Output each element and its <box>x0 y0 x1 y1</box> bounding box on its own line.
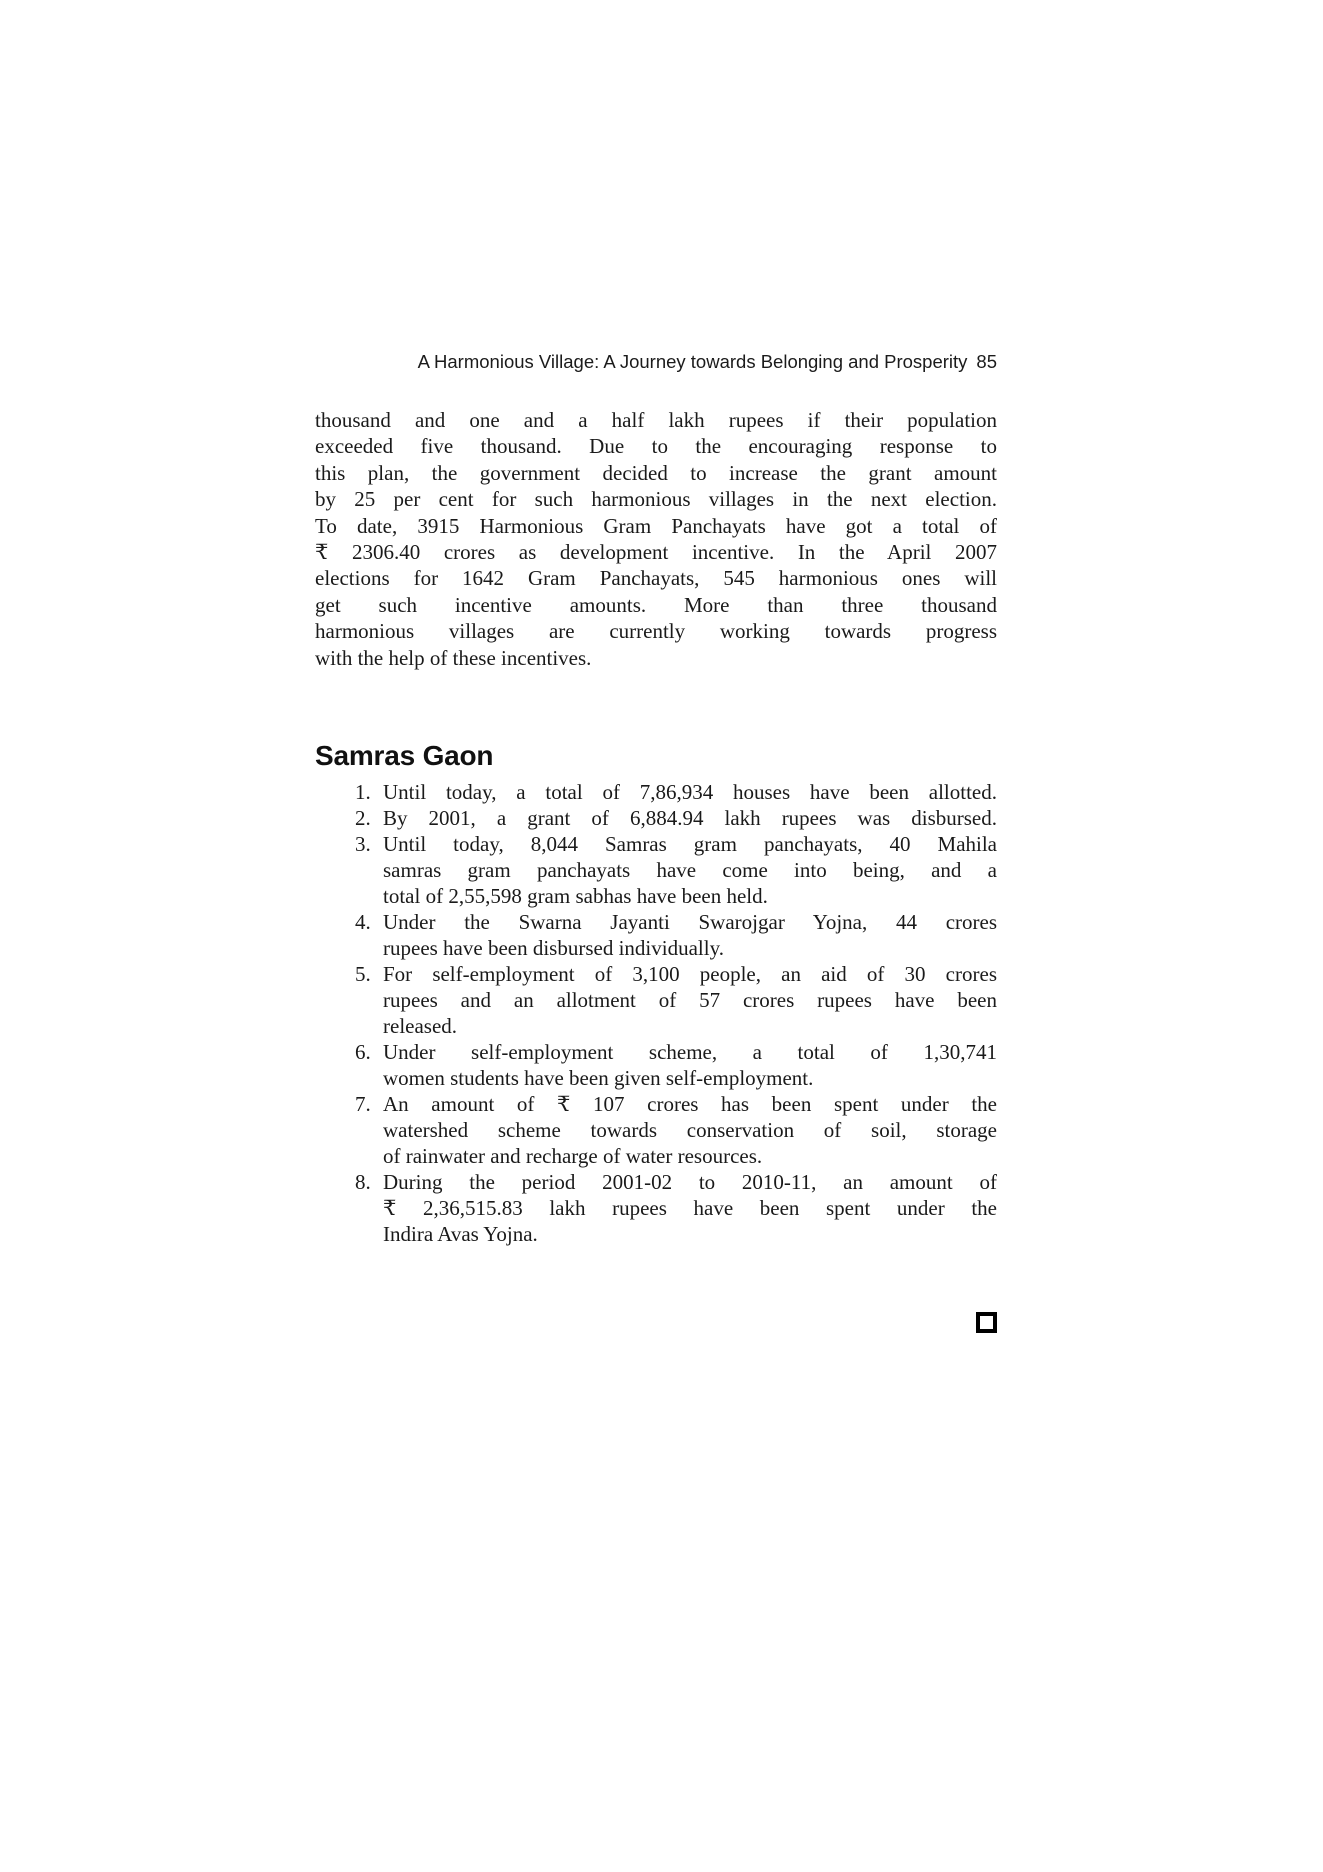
list-item <box>355 1039 997 1091</box>
list-item-line: An amount of ₹ 107 crores has been spent under the <box>383 1092 997 1116</box>
list-item-line: total of 2,55,598 gram sabhas have been held. <box>383 884 768 908</box>
list-item-line: During the period 2001-02 to 2010-11, an amount of <box>383 1170 997 1194</box>
paragraph-line: ₹ 2306.40 crores as development incentive. In the April 2007 <box>315 539 997 564</box>
list-item-line: ₹ 2,36,515.83 lakh rupees have been spent under the <box>383 1196 997 1220</box>
list-item-line: Until today, a total of 7,86,934 houses have been allotted. <box>383 780 997 804</box>
list-item-number: 5. <box>355 962 371 986</box>
numbered-list <box>355 779 997 1247</box>
list-item-line: rupees have been disbursed individually. <box>383 936 724 960</box>
list-item <box>355 1091 997 1169</box>
list-item-number: 4. <box>355 910 371 934</box>
end-of-section-square-icon <box>976 1312 997 1333</box>
paragraph-line: by 25 per cent for such harmonious villages in the next election. <box>315 487 997 512</box>
list-item-line: rupees and an allotment of 57 crores rupees have been <box>383 988 997 1012</box>
paragraph-line: elections for 1642 Gram Panchayats, 545 harmonious ones will <box>315 566 997 591</box>
paragraph-line: To date, 3915 Harmonious Gram Panchayats have got a total of <box>315 513 997 538</box>
paragraph-line: get such incentive amounts. More than three thousand <box>315 592 997 617</box>
list-item-line: By 2001, a grant of 6,884.94 lakh rupees was disbursed. <box>383 806 997 830</box>
list-item <box>355 909 997 961</box>
list-item-number: 1. <box>355 780 371 804</box>
paragraph-line: with the help of these incentives. <box>315 645 592 670</box>
paragraph-line: exceeded five thousand. Due to the encouraging response to <box>315 434 997 459</box>
list-item-number: 7. <box>355 1092 371 1116</box>
list-item-number: 6. <box>355 1040 371 1064</box>
section-heading: Samras Gaon <box>315 740 494 771</box>
list-item-line: watershed scheme towards conservation of soil, storage <box>383 1118 997 1142</box>
paragraph-line: this plan, the government decided to increase the grant amount <box>315 460 997 485</box>
list-item-line: of rainwater and recharge of water resources. <box>383 1144 763 1168</box>
list-item-number: 2. <box>355 806 371 830</box>
list-item-number: 3. <box>355 832 371 856</box>
list-item-line: For self-employment of 3,100 people, an aid of 30 crores <box>383 962 997 986</box>
list-item <box>355 779 997 805</box>
running-header <box>315 351 997 373</box>
list-item-line: Until today, 8,044 Samras gram panchayats, 40 Mahila <box>383 832 997 856</box>
list-item-line: Under the Swarna Jayanti Swarojgar Yojna, 44 crores <box>383 910 997 934</box>
list-item <box>355 961 997 1039</box>
list-item <box>355 805 997 831</box>
list-item-line: Under self-employment scheme, a total of 1,30,741 <box>383 1040 997 1064</box>
running-header-title: A Harmonious Village: A Journey towards Belonging and Prosperity <box>417 351 968 372</box>
list-item <box>355 831 997 909</box>
paragraph-line: harmonious villages are currently working towards progress <box>315 619 997 644</box>
list-item-line: Indira Avas Yojna. <box>383 1222 538 1246</box>
list-item-line: samras gram panchayats have come into being, and a <box>383 858 997 882</box>
list-item-line: women students have been given self-employment. <box>383 1066 814 1090</box>
list-item-line: released. <box>383 1014 458 1038</box>
list-item <box>355 1169 997 1247</box>
body-paragraph <box>315 407 997 671</box>
list-item-number: 8. <box>355 1170 371 1194</box>
paragraph-line: thousand and one and a half lakh rupees if their population <box>315 408 997 432</box>
page-number: 85 <box>976 351 997 372</box>
